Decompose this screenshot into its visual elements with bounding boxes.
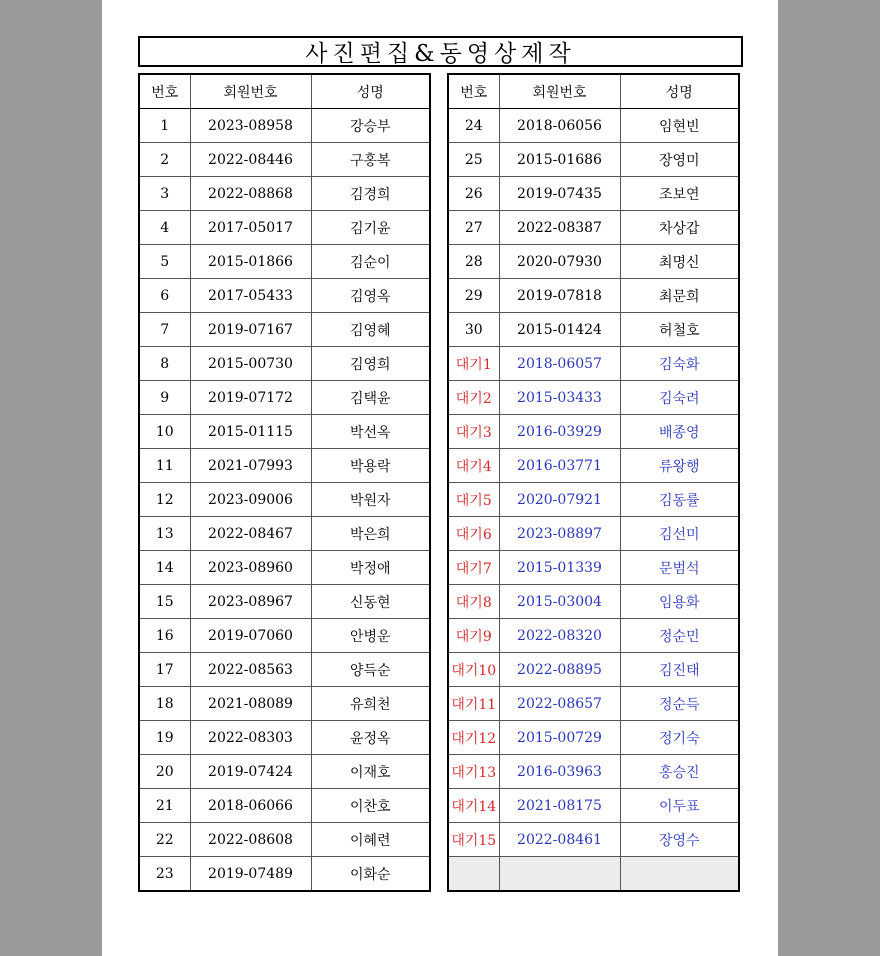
row-number: 21 <box>139 789 190 823</box>
row-number: 4 <box>139 211 190 245</box>
row-name: 조보연 <box>620 177 739 211</box>
row-name: 이화순 <box>311 857 430 892</box>
table-row <box>448 245 739 279</box>
row-member-id: 2022-08320 <box>499 619 620 653</box>
row-name: 허철호 <box>620 313 739 347</box>
row-name: 정순민 <box>620 619 739 653</box>
row-number: 28 <box>448 245 499 279</box>
table-row <box>139 517 430 551</box>
row-name: 김기윤 <box>311 211 430 245</box>
table-row <box>448 177 739 211</box>
row-member-id: 2019-07060 <box>190 619 311 653</box>
row-name: 장영수 <box>620 823 739 857</box>
row-member-id: 2019-07172 <box>190 381 311 415</box>
row-member-id: 2023-08958 <box>190 109 311 143</box>
row-name: 양득순 <box>311 653 430 687</box>
row-number: 대기1 <box>448 347 499 381</box>
table-row <box>448 449 739 483</box>
row-member-id: 2019-07818 <box>499 279 620 313</box>
table-row <box>448 211 739 245</box>
empty-cell <box>448 857 499 892</box>
table-row <box>139 857 430 892</box>
table-row <box>448 109 739 143</box>
row-name: 유희천 <box>311 687 430 721</box>
row-number: 대기8 <box>448 585 499 619</box>
row-number: 15 <box>139 585 190 619</box>
row-name: 정기숙 <box>620 721 739 755</box>
row-name: 김경희 <box>311 177 430 211</box>
row-number: 20 <box>139 755 190 789</box>
row-name: 김택윤 <box>311 381 430 415</box>
row-name: 류왕행 <box>620 449 739 483</box>
document-page <box>102 0 778 956</box>
row-number: 2 <box>139 143 190 177</box>
row-number: 대기3 <box>448 415 499 449</box>
empty-cell <box>499 857 620 892</box>
row-number: 9 <box>139 381 190 415</box>
row-number: 18 <box>139 687 190 721</box>
row-number: 3 <box>139 177 190 211</box>
table-row <box>139 823 430 857</box>
row-name: 김동률 <box>620 483 739 517</box>
row-member-id: 2016-03771 <box>499 449 620 483</box>
row-member-id: 2019-07489 <box>190 857 311 892</box>
header-name: 성명 <box>311 74 430 109</box>
row-name: 박원자 <box>311 483 430 517</box>
row-name: 김숙화 <box>620 347 739 381</box>
row-member-id: 2017-05017 <box>190 211 311 245</box>
row-member-id: 2022-08461 <box>499 823 620 857</box>
row-name: 김진태 <box>620 653 739 687</box>
row-member-id: 2022-08387 <box>499 211 620 245</box>
row-name: 구홍복 <box>311 143 430 177</box>
row-number: 22 <box>139 823 190 857</box>
table-row <box>139 211 430 245</box>
row-name: 안병운 <box>311 619 430 653</box>
row-number: 대기14 <box>448 789 499 823</box>
row-member-id: 2022-08446 <box>190 143 311 177</box>
row-name: 신동현 <box>311 585 430 619</box>
row-member-id: 2021-08175 <box>499 789 620 823</box>
row-member-id: 2022-08657 <box>499 687 620 721</box>
table-row <box>448 721 739 755</box>
table-row <box>139 143 430 177</box>
row-name: 박은희 <box>311 517 430 551</box>
row-member-id: 2023-09006 <box>190 483 311 517</box>
row-number: 19 <box>139 721 190 755</box>
row-number: 6 <box>139 279 190 313</box>
table-row <box>139 619 430 653</box>
row-member-id: 2015-01686 <box>499 143 620 177</box>
table-row <box>448 551 739 585</box>
header-number: 번호 <box>448 74 499 109</box>
table-row <box>448 585 739 619</box>
row-number: 대기7 <box>448 551 499 585</box>
row-member-id: 2015-01339 <box>499 551 620 585</box>
table-row <box>448 279 739 313</box>
table-row <box>448 347 739 381</box>
row-name: 장영미 <box>620 143 739 177</box>
header-name: 성명 <box>620 74 739 109</box>
table-row <box>139 585 430 619</box>
row-name: 이두표 <box>620 789 739 823</box>
row-member-id: 2016-03963 <box>499 755 620 789</box>
row-number: 11 <box>139 449 190 483</box>
table-row <box>448 415 739 449</box>
row-name: 김영옥 <box>311 279 430 313</box>
row-member-id: 2015-01424 <box>499 313 620 347</box>
row-member-id: 2019-07435 <box>499 177 620 211</box>
table-row <box>139 653 430 687</box>
row-member-id: 2017-05433 <box>190 279 311 313</box>
table-row <box>448 653 739 687</box>
row-member-id: 2019-07424 <box>190 755 311 789</box>
row-number: 1 <box>139 109 190 143</box>
row-number: 대기5 <box>448 483 499 517</box>
row-number: 대기10 <box>448 653 499 687</box>
row-member-id: 2015-03433 <box>499 381 620 415</box>
row-member-id: 2021-07993 <box>190 449 311 483</box>
row-number: 23 <box>139 857 190 892</box>
row-member-id: 2015-03004 <box>499 585 620 619</box>
row-name: 김영희 <box>311 347 430 381</box>
row-number: 7 <box>139 313 190 347</box>
row-number: 대기6 <box>448 517 499 551</box>
header-number: 번호 <box>139 74 190 109</box>
row-number: 14 <box>139 551 190 585</box>
table-row <box>448 619 739 653</box>
row-member-id: 2023-08967 <box>190 585 311 619</box>
row-number: 26 <box>448 177 499 211</box>
table-row <box>139 109 430 143</box>
row-number: 24 <box>448 109 499 143</box>
row-number: 10 <box>139 415 190 449</box>
table-row <box>448 517 739 551</box>
table-row <box>448 687 739 721</box>
row-number: 대기2 <box>448 381 499 415</box>
row-member-id: 2022-08303 <box>190 721 311 755</box>
row-number: 17 <box>139 653 190 687</box>
table-row <box>448 789 739 823</box>
row-name: 박선옥 <box>311 415 430 449</box>
row-name: 최명신 <box>620 245 739 279</box>
row-name: 박용락 <box>311 449 430 483</box>
row-member-id: 2018-06056 <box>499 109 620 143</box>
table-row <box>139 687 430 721</box>
row-name: 강승부 <box>311 109 430 143</box>
row-member-id: 2021-08089 <box>190 687 311 721</box>
row-name: 배종영 <box>620 415 739 449</box>
row-name: 윤정옥 <box>311 721 430 755</box>
header-member-id: 회원번호 <box>190 74 311 109</box>
row-number: 12 <box>139 483 190 517</box>
table-row <box>139 415 430 449</box>
row-member-id: 2022-08895 <box>499 653 620 687</box>
table-row <box>448 313 739 347</box>
row-member-id: 2023-08960 <box>190 551 311 585</box>
row-number: 대기11 <box>448 687 499 721</box>
table-header-row <box>139 74 430 109</box>
row-member-id: 2022-08608 <box>190 823 311 857</box>
table-row <box>139 347 430 381</box>
row-number: 8 <box>139 347 190 381</box>
row-name: 최문희 <box>620 279 739 313</box>
row-member-id: 2018-06066 <box>190 789 311 823</box>
row-member-id: 2018-06057 <box>499 347 620 381</box>
row-member-id: 2022-08563 <box>190 653 311 687</box>
row-member-id: 2020-07930 <box>499 245 620 279</box>
row-member-id: 2015-01866 <box>190 245 311 279</box>
row-number: 대기4 <box>448 449 499 483</box>
row-number: 대기15 <box>448 823 499 857</box>
table-row <box>139 313 430 347</box>
row-number: 대기13 <box>448 755 499 789</box>
empty-row <box>448 857 739 892</box>
table-row <box>139 279 430 313</box>
member-table-right <box>447 73 740 892</box>
row-number: 30 <box>448 313 499 347</box>
row-number: 대기12 <box>448 721 499 755</box>
row-member-id: 2020-07921 <box>499 483 620 517</box>
table-row <box>139 483 430 517</box>
row-member-id: 2023-08897 <box>499 517 620 551</box>
table-row <box>448 143 739 177</box>
row-name: 이찬호 <box>311 789 430 823</box>
table-row <box>448 755 739 789</box>
table-row <box>139 721 430 755</box>
row-member-id: 2015-01115 <box>190 415 311 449</box>
row-name: 차상갑 <box>620 211 739 245</box>
row-member-id: 2015-00729 <box>499 721 620 755</box>
table-row <box>448 381 739 415</box>
row-number: 5 <box>139 245 190 279</box>
row-name: 김선미 <box>620 517 739 551</box>
row-name: 김영혜 <box>311 313 430 347</box>
table-row <box>139 177 430 211</box>
row-number: 29 <box>448 279 499 313</box>
row-member-id: 2016-03929 <box>499 415 620 449</box>
table-row <box>139 755 430 789</box>
row-name: 홍승진 <box>620 755 739 789</box>
table-row <box>139 551 430 585</box>
table-row <box>448 823 739 857</box>
row-number: 13 <box>139 517 190 551</box>
row-name: 문범석 <box>620 551 739 585</box>
row-number: 25 <box>448 143 499 177</box>
row-member-id: 2022-08467 <box>190 517 311 551</box>
empty-cell <box>620 857 739 892</box>
page-title: 사진편집&동영상제작 <box>138 36 743 67</box>
table-row <box>448 483 739 517</box>
table-row <box>139 381 430 415</box>
row-number: 16 <box>139 619 190 653</box>
table-row <box>139 449 430 483</box>
member-table-left <box>138 73 431 892</box>
row-name: 이재호 <box>311 755 430 789</box>
row-name: 정순득 <box>620 687 739 721</box>
table-row <box>139 789 430 823</box>
table-header-row <box>448 74 739 109</box>
row-name: 임현빈 <box>620 109 739 143</box>
table-row <box>139 245 430 279</box>
row-member-id: 2019-07167 <box>190 313 311 347</box>
row-name: 박정애 <box>311 551 430 585</box>
row-member-id: 2015-00730 <box>190 347 311 381</box>
row-number: 대기9 <box>448 619 499 653</box>
row-member-id: 2022-08868 <box>190 177 311 211</box>
header-member-id: 회원번호 <box>499 74 620 109</box>
row-name: 김순이 <box>311 245 430 279</box>
row-name: 임용화 <box>620 585 739 619</box>
row-name: 이혜련 <box>311 823 430 857</box>
row-name: 김숙려 <box>620 381 739 415</box>
row-number: 27 <box>448 211 499 245</box>
